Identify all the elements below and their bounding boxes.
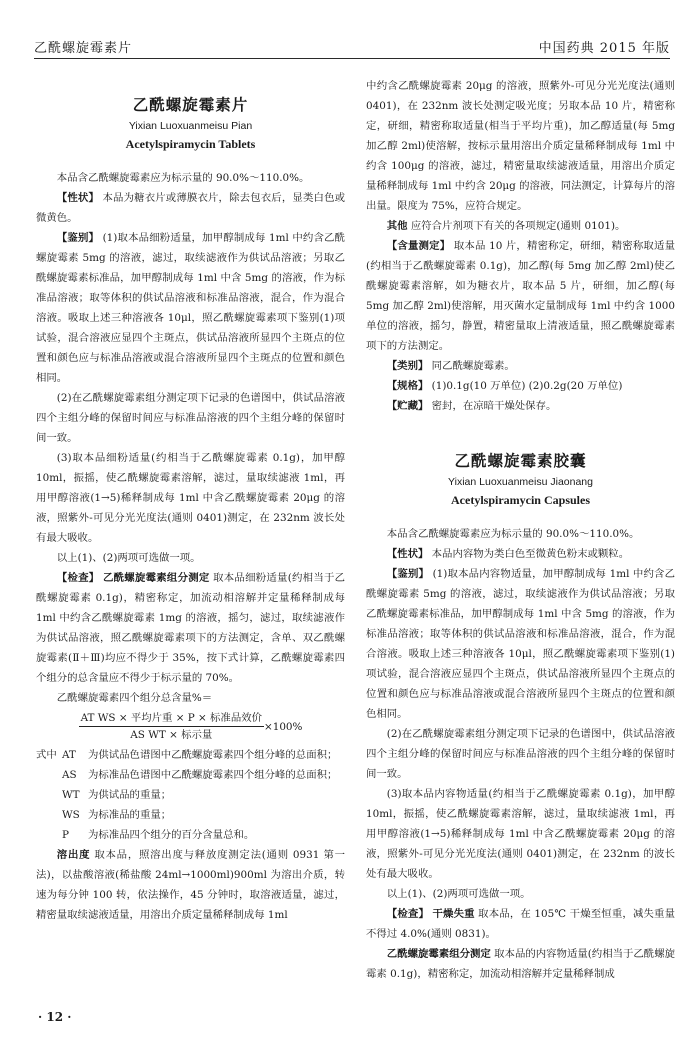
section-leibie: 【类别】 同乙酰螺旋霉素。 [386,360,515,372]
intro: 本品含乙酰螺旋霉素应为标示量的 90.0%～110.0%。 [386,528,640,540]
title-cn: 乙酰螺旋霉素胶囊 [454,452,587,470]
formula-numerator: AT WS × 平均片重 × P × 标准品效价 [79,710,264,727]
section-xingzhuang: 【性状】 本品内容物为类白色至微黄色粉末或颗粒。 [386,548,630,560]
jianbie-note: 以上(1)、(2)两项可选做一项。 [56,552,201,564]
formula-definition-row [36,745,345,765]
formula-definition-row [36,825,345,845]
monograph-title-tablets [36,92,345,154]
formula-denominator: AS WT × 标示量 [130,729,213,741]
rongchu-continued: 中约含乙酰螺旋霉素 20μg 的溶液，照紫外-可见分光光度法(通则 0401)，在 232nm 波长处测定吸光度；另取本品 10 片，精密称定，研细，精密称取适量(相当于平均片重)，加乙醇适量(每 5mg 加乙醇 2ml)使溶解，按标示量用溶出介质定量稀释制成每 1ml 中约含 100μg 的溶液，滤过，精密量取续滤液适量，用溶出介质定量稀释制成每 1ml 中约含 20μg 的溶液，同法测定，计算每片的溶出量。限度为 75%，应符合规定。 [366,80,675,212]
formula-definitions [36,745,345,845]
formula-tail: ×100% [264,720,303,733]
section-xingzhuang: 【性状】 本品为糖衣片或薄膜衣片，除去包衣后，显类白色或微黄色。 [36,192,346,224]
formula-definition-row [36,805,345,825]
definition-t: 为标准品四个组分的百分含量总和。 [88,829,255,841]
right-column [366,76,675,984]
formula-definition-row [36,785,345,805]
section-rongchu: 溶出度 取本品，照溶出度与释放度测定法(通则 0931 第一法)，以盐酸溶液(稀盐酸 24ml→1000ml)900ml 为溶出介质，转速为每分钟 100 转，依法操作，45 分钟时，取溶液适量，滤过，精密量取续滤液适量，用溶出介质定量稀释制成每 1ml [36,849,345,921]
content-formula [36,710,345,743]
definition-sym: AT [62,749,76,761]
section-jianbie: 【鉴别】 (1)取本品细粉适量，加甲醇制成每 1ml 中约含乙酰螺旋霉素 5mg 的溶液，滤过，取续滤液作为供试品溶液；另取乙酰螺旋霉素标准品，加甲醇制成每 1ml 中含 5mg 的溶液，作为标准品溶液；取等体积的供试品溶液和标准品溶液，混合，作为混合溶液。吸取上述三种溶液各 10μl，照乙酰螺旋霉素项下鉴别(1)项试验，混合溶液应显四个主斑点，供试品溶液所显四个主斑点的位置和颜色应与标准品溶液或混合溶液所显四个主斑点的位置和颜色相同。 [36,232,346,384]
definition-k [36,785,62,805]
jianbie-note: 以上(1)、(2)两项可选做一项。 [386,888,531,900]
jianbie-3: (3)取本品细粉适量(约相当于乙酰螺旋霉素 0.1g)，加甲醇 10ml，振摇，使乙酰螺旋霉素溶解，滤过，量取续滤液 1ml，再用甲醇溶液(1→5)稀释制成每 1ml 中含乙酰螺旋霉素 20μg 的溶液，照紫外-可见分光光度法(通则 0401)测定，在 232nm 波长处有最大吸收。 [36,452,345,544]
definition-k: 式中 [36,749,57,761]
section-qita: 其他 应符合片剂项下有关的各项规定(通则 0101)。 [386,220,626,232]
running-header [34,30,670,59]
jianbie-3: (3)取本品内容物适量(约相当于乙酰螺旋霉素 0.1g)，加甲醇 10ml，振摇，使乙酰螺旋霉素溶解，滤过，量取续滤液 1ml，再用甲醇溶液(1→5)稀释制成每 1ml 中含乙酰螺旋霉素 20μg 的溶液，照紫外-可见分光光度法(通则 0401)测定，在 232nm 的波长处有最大吸收。 [366,788,675,880]
section-jianbie: 【鉴别】 (1)取本品内容物适量，加甲醇制成每 1ml 中约含乙酰螺旋霉素 5mg 的溶液，滤过，取续滤液作为供试品溶液；另取乙酰螺旋霉素标准品，加甲醇制成每 1ml 中含 5mg 的溶液，作为标准品溶液；取等体积的供试品溶液和标准品溶液，混合，作为混合溶液。吸取上述三种溶液各 10μl，照乙酰螺旋霉素项下鉴别(1)项试验，混合溶液应显四个主斑点，供试品溶液所显四个主斑点的位置和颜色应与标准品溶液或混合溶液所显四个主斑点的位置和颜色相同。 [366,568,676,720]
left-column [36,76,345,925]
definition-t: 为供试品的重量； [88,789,172,801]
section-jiancha: 【检查】 干燥失重 取本品，在 105℃ 干燥至恒重，减失重量不得过 4.0%(通则 0831)。 [366,908,676,940]
formula-title: 乙酰螺旋霉素四个组分总含量%＝ [56,692,213,704]
definition-t: 为供试品色谱图中乙酰螺旋霉素四个组分峰的总面积； [88,749,338,761]
intro: 本品含乙酰螺旋霉素应为标示量的 90.0%～110.0%。 [56,172,310,184]
monograph-title-capsules [366,448,675,510]
header-right: 中国药典 2015 年版 [538,41,670,56]
formula-definition-row [36,765,345,785]
title-en: Acetylspiramycin Capsules [451,493,590,507]
jianbie-2: (2)在乙酰螺旋霉素组分测定项下记录的色谱图中，供试品溶液四个主组分峰的保留时间应与标准品溶液的四个主组分峰的保留时间一致。 [36,392,345,444]
section-hanliang: 【含量测定】 取本品 10 片，精密称定，研细，精密称取适量(约相当于乙酰螺旋霉素 0.1g)，加乙醇(每 5mg 加乙醇 2ml)使乙酰螺旋霉素溶解，如为糖衣片，取本品 5 片，研细，加乙醇(每 5mg 加乙醇 2ml)使溶解，用灭菌水定量制成每 1ml 中约含 1000 单位的溶液，摇匀，静置，精密量取上清液适量，照乙酰螺旋霉素项下的方法测定。 [366,240,675,352]
title-en: Acetylspiramycin Tablets [125,137,256,151]
title-pinyin: Yixian Luoxuanmeisu Jiaonang [448,476,593,488]
title-pinyin: Yixian Luoxuanmeisu Pian [128,120,253,132]
section-zufen: 乙酰螺旋霉素组分测定 取本品的内容物适量(约相当于乙酰螺旋霉素 0.1g)，精密称定，加流动相溶解并定量稀释制成 [366,948,676,980]
section-guige: 【规格】 (1)0.1g(10 万单位) (2)0.2g(20 万单位) [386,380,623,392]
section-jiancha: 【检查】 乙酰螺旋霉素组分测定 取本品细粉适量(约相当于乙酰螺旋霉素 0.1g)，精密称定，加流动相溶解并定量稀释制成每 1ml 中约含乙酰螺旋霉素 1mg 的溶液，摇匀，滤过，取续滤液作为供试品溶液，照乙酰螺旋霉素项下的方法测定，含单、双乙酰螺旋霉素(Ⅱ＋Ⅲ)均应不得少于 35%，按下式计算，乙酰螺旋霉素四个组分的总含量应不得少于标示量的 70%。 [36,572,346,684]
definition-t: 为标准品的重量； [88,809,172,821]
definition-sym: WS [62,809,80,821]
section-zhucang: 【贮藏】 密封，在凉暗干燥处保存。 [386,400,557,412]
definition-sym: WT [62,789,80,801]
definition-t: 为标准品色谱图中乙酰螺旋霉素四个组分峰的总面积； [88,769,338,781]
page-number: · 12 · [38,1010,72,1024]
definition-k [36,765,62,785]
jianbie-2: (2)在乙酰螺旋霉素组分测定项下记录的色谱图中，供试品溶液四个主组分峰的保留时间应与标准品溶液的四个主组分峰的保留时间一致。 [366,728,675,780]
definition-k [36,825,62,845]
definition-sym: P [62,829,69,841]
definition-sym: AS [62,769,77,781]
header-left: 乙酰螺旋霉素片 [34,41,133,56]
definition-k [36,805,62,825]
title-cn: 乙酰螺旋霉素片 [132,96,249,114]
